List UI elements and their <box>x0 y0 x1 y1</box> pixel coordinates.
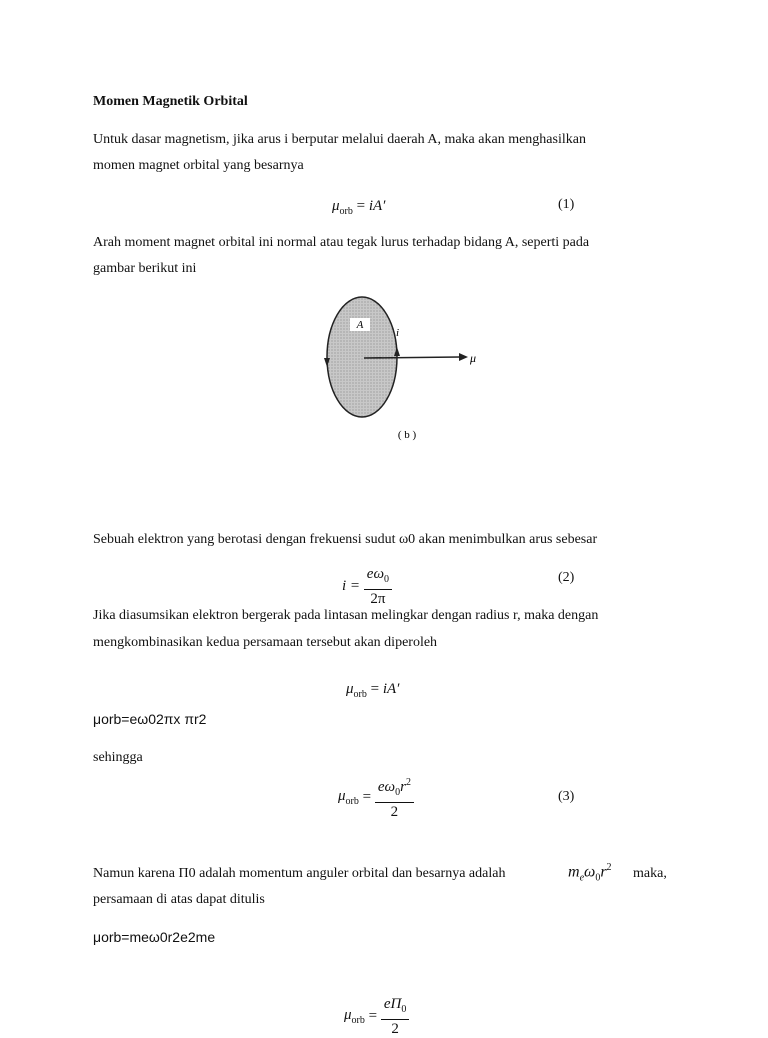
equation-3-lhs-subscript: orb <box>345 796 359 807</box>
paragraph-5-line-2: persamaan di atas dapat ditulis <box>93 892 265 907</box>
equation-3-number: (3) <box>558 789 575 804</box>
equation-2-lhs: i = <box>342 578 361 594</box>
current-loop-ellipse <box>327 297 400 417</box>
equation-3-lhs-symbol: μ <box>338 788 346 804</box>
equation-1-lhs-subscript: orb <box>339 206 353 217</box>
equation-3-fraction <box>375 774 414 821</box>
equation-repeat-lhs-symbol: μ <box>346 681 354 697</box>
equation-4-denominator: 2 <box>391 1021 399 1037</box>
equation-3-numerator-subscript: 0 <box>395 787 401 798</box>
equation-repeat-rhs: iA′ <box>382 681 400 697</box>
equation-2-number: (2) <box>558 570 575 585</box>
moment-label: μ <box>470 351 477 365</box>
equation-2-numerator: eω <box>366 566 385 582</box>
equation-repeat: $\mu_{orb} = iA'$ <box>346 681 400 700</box>
current-label: i <box>396 327 400 339</box>
equation-4-lhs-subscript: orb <box>351 1015 365 1026</box>
equation-3-numerator: eω <box>377 779 396 795</box>
equation-3-numerator-r: r <box>400 779 406 795</box>
equation-2-numerator-subscript: 0 <box>384 574 390 585</box>
equation-4-numerator-subscript: 0 <box>401 1004 407 1015</box>
equation-repeat-lhs-subscript: orb <box>353 689 367 700</box>
inline-omega: ω <box>584 863 596 881</box>
inline-omega-subscript: 0 <box>595 872 601 884</box>
paragraph-2-line-1: Arah moment magnet orbital ini normal atau tegak lurus terhadap bidang A, seperti pada <box>93 235 590 250</box>
equation-2-denominator: 2π <box>370 591 386 607</box>
area-label: A <box>356 319 364 331</box>
orbital-moment-figure <box>310 292 500 452</box>
plain-equation-1: μorb=eω02πx πr2 <box>93 711 207 727</box>
paragraph-4-line-2: mengkombinasikan kedua persamaan tersebut akan diperoleh <box>93 635 438 650</box>
inline-angular-momentum <box>568 862 612 884</box>
paragraph-4-line-1: Jika diasumsikan elektron bergerak pada lintasan melingkar dengan radius r, maka dengan <box>93 608 599 623</box>
equation-1-rhs: iA′ <box>368 198 386 214</box>
equation-1-lhs-symbol: μ <box>332 198 340 214</box>
plain-equation-2: μorb=meω0r2e2me <box>93 929 216 945</box>
moment-vector-line <box>364 357 460 358</box>
paragraph-5-line-1-start: Namun karena Π0 adalah momentum anguler orbital dan besarnya adalah <box>93 866 506 881</box>
equation-3: $\mu_{orb}$ = $\frac{e\omega_0r^2}{2}$ <box>338 774 414 821</box>
equation-4-fraction <box>381 995 410 1038</box>
inline-m-subscript: e <box>579 872 585 884</box>
inline-m: m <box>568 863 580 881</box>
word-sehingga: sehingga <box>93 750 143 765</box>
paragraph-2-line-2: gambar berikut ini <box>93 261 197 276</box>
equation-1: $\mu_{orb} = iA'$ <box>332 198 386 217</box>
equation-3-denominator: 2 <box>390 804 399 820</box>
equation-4: $\mu_{orb}$ = $\frac{e\Pi_0}{2}$ <box>344 995 409 1038</box>
paragraph-5-line-1-end: maka, <box>633 866 667 881</box>
section-heading: Momen Magnetik Orbital <box>93 94 248 109</box>
equation-3-numerator-superscript: 2 <box>405 777 411 788</box>
equation-4-numerator: eΠ <box>383 996 402 1012</box>
equation-2 <box>342 565 392 608</box>
equation-4-lhs-symbol: μ <box>344 1007 352 1023</box>
inline-r-superscript: 2 <box>606 862 612 873</box>
inline-r: r <box>600 863 607 881</box>
equation-1-number: (1) <box>558 197 575 212</box>
figure-caption: ( b ) <box>397 429 417 441</box>
paragraph-3: Sebuah elektron yang berotasi dengan frekuensi sudut ω0 akan menimbulkan arus sebesar <box>93 532 598 547</box>
paragraph-1-line-2: momen magnet orbital yang besarnya <box>93 158 304 173</box>
paragraph-1-line-1: Untuk dasar magnetism, jika arus i berputar melalui daerah A, maka akan menghasilkan <box>93 132 586 147</box>
equation-2-fraction <box>364 565 392 608</box>
moment-arrowhead <box>459 353 468 361</box>
